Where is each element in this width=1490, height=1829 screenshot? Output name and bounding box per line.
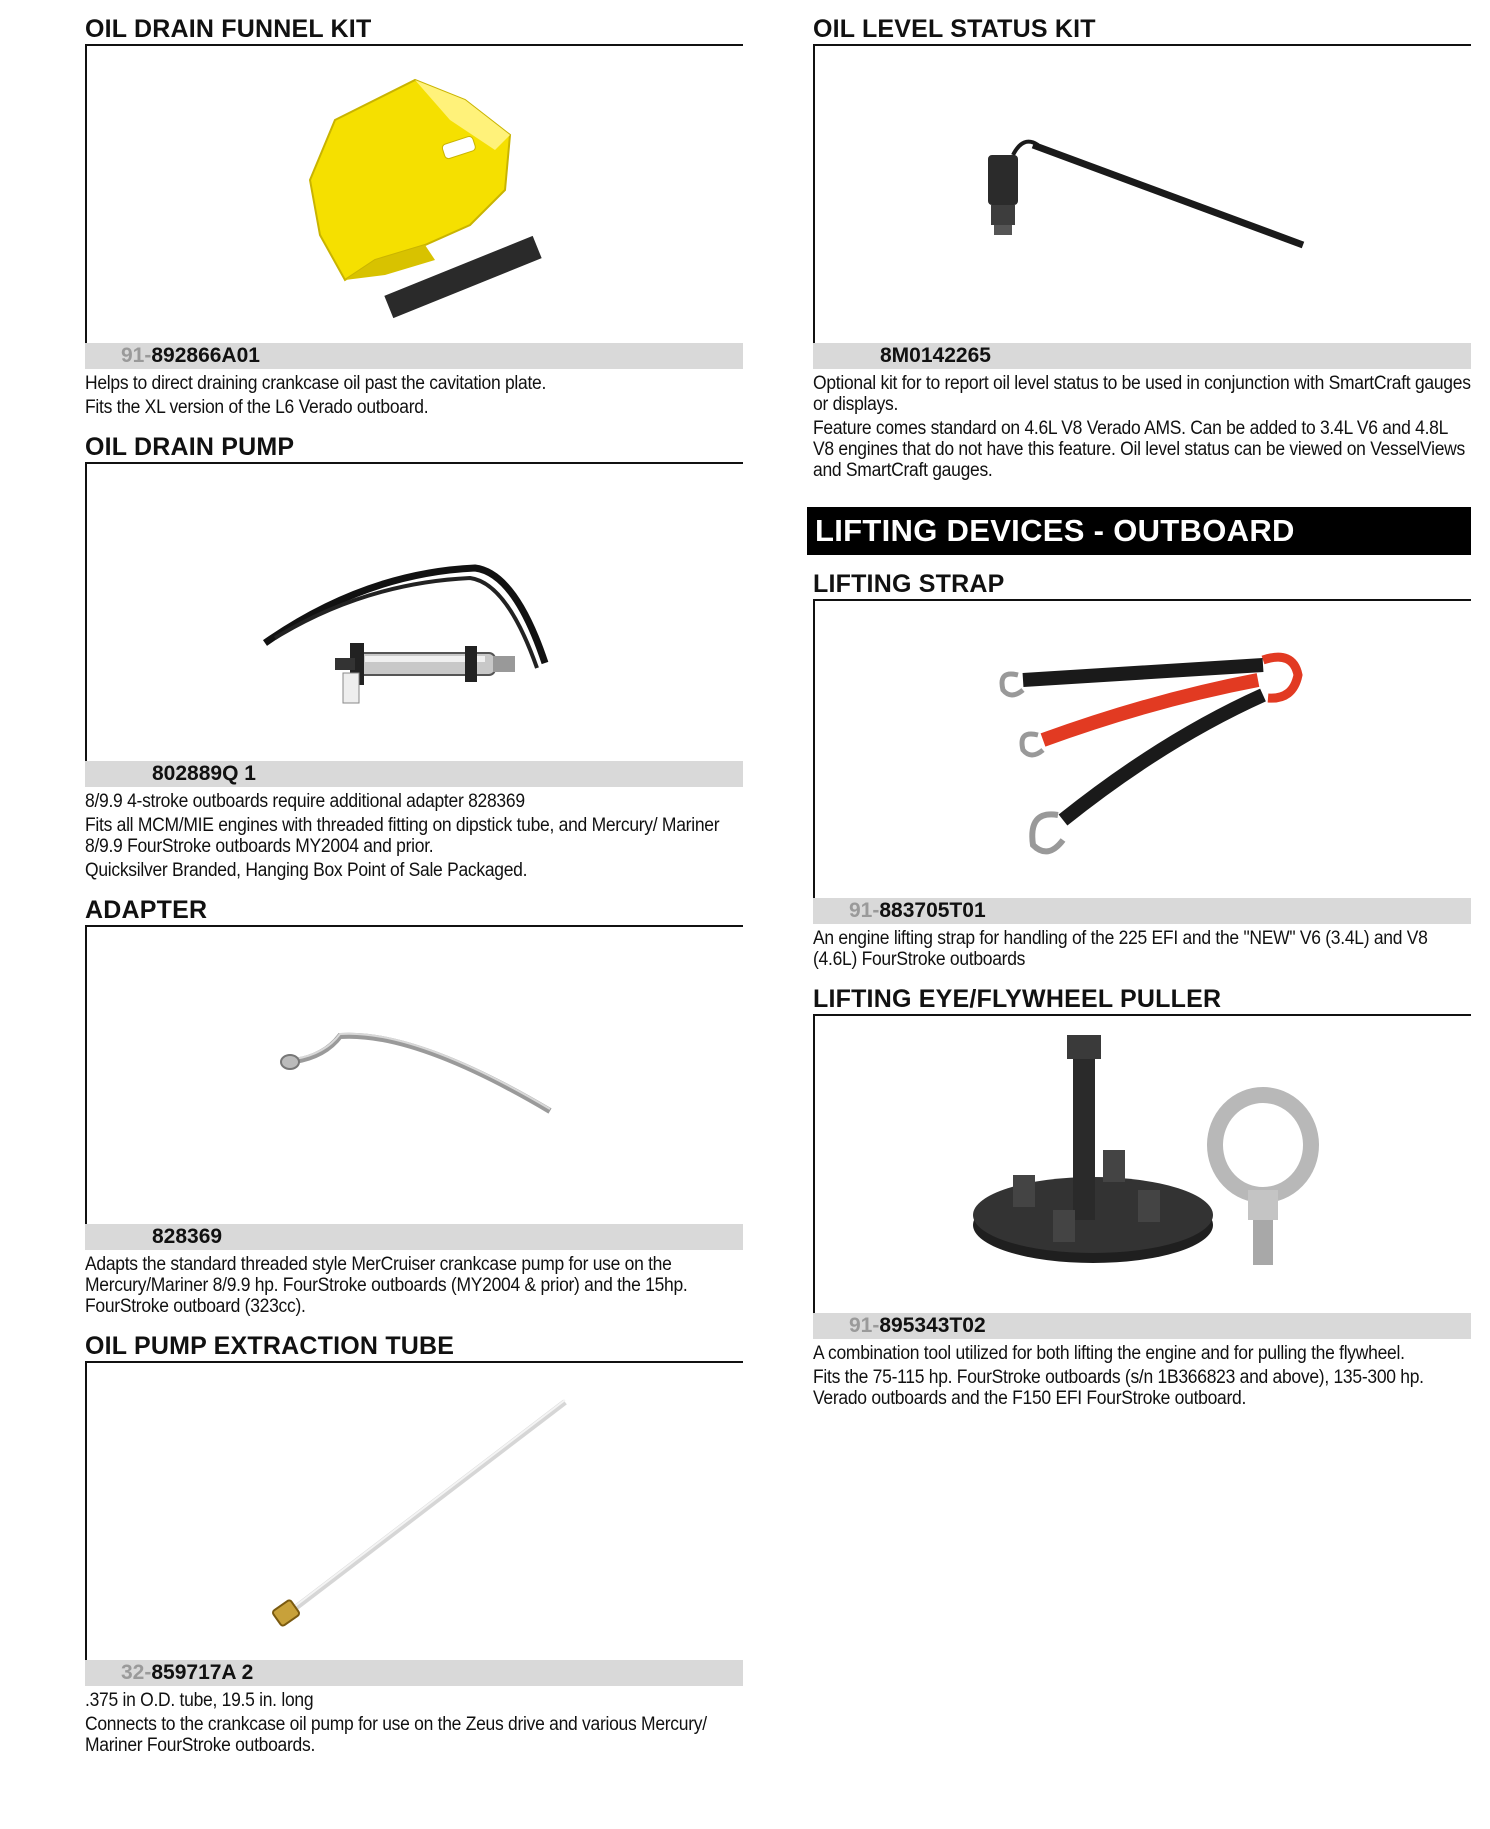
product-description: Fits the 75-115 hp. FourStroke outboards (s/n 1B366823 and above), 135-300 hp. Verado outboards and the F150 EFI FourStroke outboard. (813, 1367, 1424, 1409)
part-number-bar (85, 1660, 743, 1686)
product-description: Helps to direct draining crankcase oil past the cavitation plate. (85, 373, 547, 394)
product-image-box (85, 927, 743, 1224)
product-description: Quicksilver Branded, Hanging Box Point of Sale Packaged. (85, 860, 528, 881)
product-oil-level-status-kit (813, 0, 1471, 481)
product-description: Fits all MCM/MIE engines with threaded fitting on dipstick tube, and Mercury/ Mariner 8/9.9 FourStroke outboards MY2004 and prior. (85, 815, 720, 857)
product-image-box (813, 46, 1471, 343)
left-column (85, 0, 743, 1756)
lifting-strap-image (963, 620, 1323, 880)
product-description: 8/9.9 4-stroke outboards require additional adapter 828369 (85, 791, 525, 812)
product-title: OIL LEVEL STATUS KIT (813, 0, 1471, 46)
part-number: 895343T02 (879, 1314, 986, 1337)
part-prefix: 32- (121, 1661, 152, 1684)
product-image-box (813, 1016, 1471, 1313)
adapter-image (265, 1016, 565, 1136)
product-image-box (85, 464, 743, 761)
product-description: Optional kit for to report oil level status to be used in conjunction with SmartCraft gauges or displays. (813, 373, 1471, 415)
product-title: OIL PUMP EXTRACTION TUBE (85, 1317, 743, 1363)
product-adapter (85, 881, 743, 1317)
part-prefix: 91- (849, 899, 880, 922)
product-description: Connects to the crankcase oil pump for use on the Zeus drive and various Mercury/ Mariner FourStroke outboards. (85, 1714, 707, 1756)
part-number: 859717A 2 (151, 1661, 254, 1684)
right-column (813, 0, 1471, 1409)
product-oil-drain-pump (85, 418, 743, 881)
part-number-bar (813, 1313, 1471, 1339)
product-oil-drain-funnel-kit (85, 0, 743, 418)
part-number-bar (85, 1224, 743, 1250)
product-description: Feature comes standard on 4.6L V8 Verado AMS. Can be added to 3.4L V6 and 4.8L V8 engines that do not have this feature. Oil level status can be viewed on VesselViews and SmartCraft gauges. (813, 418, 1465, 481)
part-number: 828369 (152, 1225, 223, 1248)
product-title: OIL DRAIN PUMP (85, 418, 743, 464)
product-title: LIFTING STRAP (813, 555, 1471, 601)
product-description: .375 in O.D. tube, 19.5 in. long (85, 1690, 314, 1711)
part-number-bar (85, 343, 743, 369)
product-description: A combination tool utilized for both lifting the engine and for pulling the flywheel. (813, 1343, 1405, 1364)
product-description: Fits the XL version of the L6 Verado outboard. (85, 397, 429, 418)
extraction-tube-image (245, 1382, 585, 1642)
product-image-box (85, 46, 743, 343)
part-number: 8M0142265 (880, 344, 991, 367)
part-prefix: 91- (849, 1314, 880, 1337)
oil-level-sensor-image (953, 115, 1333, 275)
product-oil-pump-extraction-tube (85, 1317, 743, 1756)
section-banner-lifting-devices: LIFTING DEVICES - OUTBOARD (807, 507, 1471, 555)
product-description: An engine lifting strap for handling of the 225 EFI and the "NEW" V6 (3.4L) and V8 (4.6L) FourStroke outboards (813, 928, 1428, 970)
part-number: 892866A01 (151, 344, 260, 367)
part-number: 802889Q 1 (152, 762, 256, 785)
product-lifting-eye-flywheel-puller (813, 970, 1471, 1409)
oil-drain-pump-image (245, 513, 585, 713)
part-number-bar (813, 343, 1471, 369)
product-title: LIFTING EYE/FLYWHEEL PULLER (813, 970, 1471, 1016)
product-title: OIL DRAIN FUNNEL KIT (85, 0, 743, 46)
product-image-box (813, 601, 1471, 898)
part-number-bar (85, 761, 743, 787)
oil-drain-funnel-image (265, 60, 565, 330)
product-lifting-strap (813, 555, 1471, 970)
flywheel-puller-image (953, 1025, 1333, 1305)
part-number-bar (813, 898, 1471, 924)
product-description: Adapts the standard threaded style MerCruiser crankcase pump for use on the Mercury/Mariner 8/9.9 hp. FourStroke outboards (MY2004 & prior) and the 15hp. FourStroke outboard (323cc). (85, 1254, 688, 1317)
part-number: 883705T01 (879, 899, 986, 922)
product-title: ADAPTER (85, 881, 743, 927)
product-image-box (85, 1363, 743, 1660)
part-prefix: 91- (121, 344, 152, 367)
